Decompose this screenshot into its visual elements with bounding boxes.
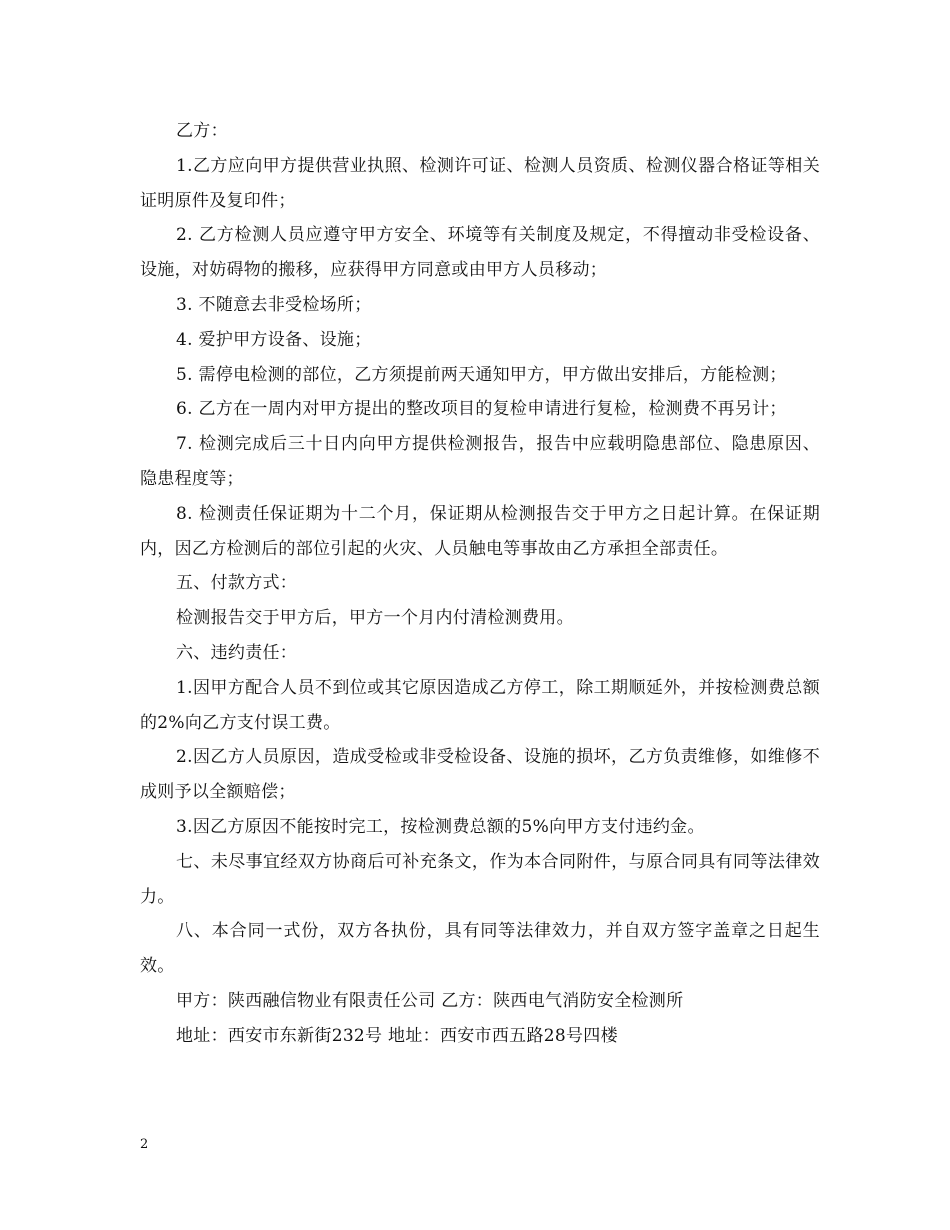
party-b-clause-2: 2. 乙方检测人员应遵守甲方安全、环境等有关制度及规定，不得擅动非受检设备、设施，对妨碍物的搬移，应获得甲方同意或由甲方人员移动； bbox=[140, 225, 820, 281]
party-b-clause-3: 3. 不随意去非受检场所； bbox=[176, 294, 372, 315]
supplementary-clause: 七、未尽事宜经双方协商后可补充条文，作为本合同附件，与原合同具有同等法律效力。 bbox=[140, 851, 820, 907]
party-b-heading: 乙方： bbox=[176, 121, 228, 141]
liability-heading: 六、违约责任： bbox=[176, 642, 298, 663]
addresses-line: 地址：西安市东新街232号 地址：西安市西五路28号四楼 bbox=[176, 1025, 618, 1046]
liability-clause-2: 2.因乙方人员原因，造成受检或非受检设备、设施的损坏，乙方负责维修，如维修不成则予以全额赔偿； bbox=[140, 747, 820, 803]
liability-clause-1: 1.因甲方配合人员不到位或其它原因造成乙方停工，除工期顺延外，并按检测费总额的2%向乙方支付误工费。 bbox=[140, 677, 820, 733]
page-number: 2 bbox=[140, 1137, 149, 1152]
party-b-clause-6: 6. 乙方在一周内对甲方提出的整改项目的复检申请进行复检，检测费不再另计； bbox=[176, 399, 787, 420]
party-b-clause-5: 5. 需停电检测的部位，乙方须提前两天通知甲方，甲方做出安排后，方能检测； bbox=[176, 364, 787, 385]
copies-clause: 八、本合同一式份，双方各执份，具有同等法律效力，并自双方签字盖章之日起生效。 bbox=[140, 921, 820, 977]
party-b-clause-8: 8. 检测责任保证期为十二个月，保证期从检测报告交于甲方之日起计算。在保证期内，因乙方检测后的部位引起的火灾、人员触电等事故由乙方承担全部责任。 bbox=[140, 503, 820, 559]
liability-clause-3: 3.因乙方原因不能按时完工，按检测费总额的5%向甲方支付违约金。 bbox=[176, 816, 705, 837]
payment-heading: 五、付款方式： bbox=[176, 573, 298, 594]
parties-line: 甲方：陕西融信物业有限责任公司 乙方：陕西电气消防安全检测所 bbox=[176, 990, 684, 1011]
document-body bbox=[140, 114, 820, 1054]
party-b-clause-7: 7. 检测完成后三十日内向甲方提供检测报告，报告中应载明隐患部位、隐患原因、隐患程度等； bbox=[140, 434, 820, 489]
party-b-clause-4: 4. 爱护甲方设备、设施； bbox=[176, 329, 372, 350]
party-b-clause-1: 1.乙方应向甲方提供营业执照、检测许可证、检测人员资质、检测仪器合格证等相关证明原件及复印件； bbox=[140, 155, 820, 211]
payment-terms: 检测报告交于甲方后，甲方一个月内付清检测费用。 bbox=[176, 608, 574, 629]
